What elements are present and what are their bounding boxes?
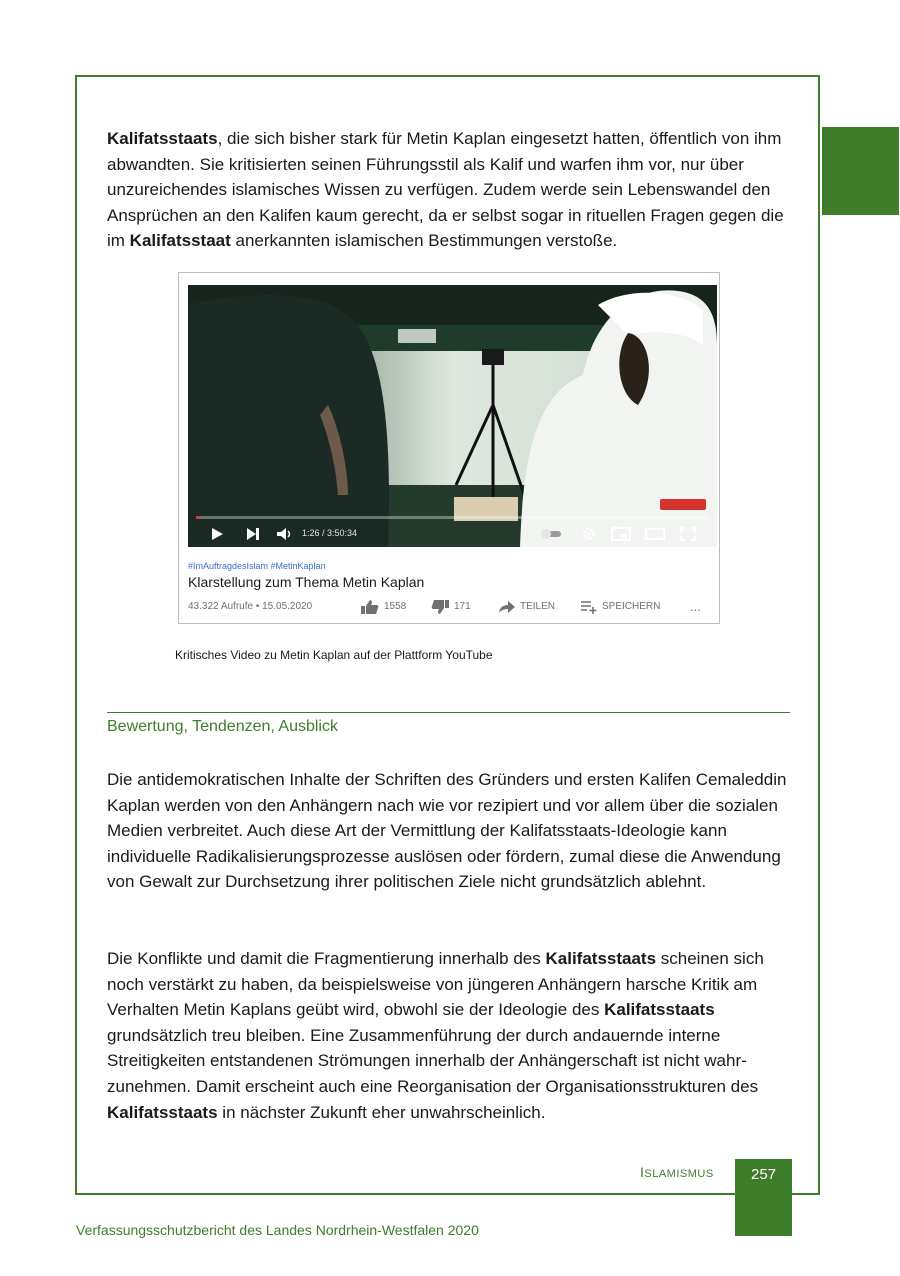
term-kalifatsstaat: Kalifatsstaat [129, 231, 231, 251]
share-label: TEILEN [520, 601, 556, 612]
term-kalifatsstaats: Kalifatsstaats [107, 1102, 218, 1122]
assessment-paragraph-2: Die Konflikte und damit die Fragmentierung innerhalb des Kalifatsstaats scheinen sich noch verstärkt zu haben, da beispielsweise von jüngeren Anhängern harsche Kritik am Verhalten Metin Kaplans geübt wird, obwohl sie der Ideologie des Kalifatsstaats grundsätzlich treu bleiben. Eine Zusammenführung der durch andauernde interne Streitigkeiten entstandenen Strömungen innerhalb der Anhängerschaft ist nicht wahrzunehmen. Damit erscheint auch eine Reorganisation der Organisationsstrukturen des Kalifatsstaats in nächster Zukunft eher unwahrscheinlich. [107, 949, 764, 1122]
progress-bar[interactable] [196, 516, 709, 519]
assessment-paragraph-1: Die antidemokratischen Inhalte der Schriften des Gründers und ersten Kalifen Cemaleddin Kaplan werden von den Anhängern nach wie vor rezipiert und vor allem über die sozialen Medien verbreitet. Auch diese Art der Vermittlung der Kalifatsstaats-Ideologie kann individuelle Radikalisierungsprozesse auslösen oder fördern, zumal diese die Anwendung von Gewalt zur Durchsetzung ihrer politischen Ziele nicht grundsätzlich ablehnt. [107, 770, 787, 892]
thumbs-down-icon [430, 599, 450, 615]
volume-icon[interactable] [276, 525, 292, 543]
views-and-date: 43.322 Aufrufe • 15.05.2020 [188, 601, 313, 612]
save-label: SPEICHERN [602, 601, 661, 612]
time-display: 1:26 / 3:50:34 [302, 528, 358, 538]
video-still-image [188, 285, 717, 547]
theater-mode-icon[interactable] [645, 525, 665, 543]
share-arrow-icon [498, 599, 516, 615]
video-title: Klarstellung zum Thema Metin Kaplan [188, 574, 425, 590]
page-number-badge [735, 1159, 792, 1236]
youtube-video-figure [178, 272, 720, 624]
term-kalifatsstaats: Kalifatsstaats [604, 1000, 715, 1020]
more-options-icon[interactable]: ... [690, 599, 701, 614]
intro-paragraph: Kalifatsstaats, die sich bisher stark für Metin Kaplan eingesetzt hatten, öffentlich von ihm abwandten. Sie kritisierten seinen Führungsstil als Kalif und warfen ihm vor, nur über unzureichendes islamisches Wissen zu verfügen. Zudem werde sein Lebenswandel den Ansprüchen an den Kalifen kaum gerecht, da er selbst sogar in rituellen Fragen gegen die im Kalifatsstaat anerkannten islamischen Bestimmungen verstoße. [107, 129, 784, 251]
thumbs-up-icon [360, 599, 380, 615]
section-divider [107, 712, 790, 713]
video-player[interactable] [188, 285, 717, 547]
section-heading: Bewertung, Tendenzen, Ausblick [107, 718, 338, 735]
video-hashtags[interactable]: #ImAuftragdesIslam #MetinKaplan [188, 561, 326, 571]
player-controls [188, 521, 717, 547]
like-count: 1558 [384, 601, 407, 612]
video-meta-row [188, 599, 712, 615]
term-kalifatsstaats: Kalifatsstaats [545, 949, 657, 968]
dislike-count: 171 [454, 601, 471, 612]
progress-bar-fill [196, 516, 199, 519]
next-icon[interactable] [246, 525, 260, 543]
chapter-label: ISLAMISMUS [640, 1164, 714, 1180]
report-footer-title: Verfassungsschutzbericht des Landes Nordrhein-Westfalen 2020 [76, 1222, 479, 1238]
figure-caption: Kritisches Video zu Metin Kaplan auf der Plattform YouTube [175, 648, 493, 662]
page-number: 257 [750, 1166, 777, 1183]
channel-watermark [660, 499, 706, 510]
autoplay-toggle-icon[interactable] [540, 525, 562, 543]
settings-gear-icon[interactable] [582, 525, 596, 543]
miniplayer-icon[interactable] [611, 525, 631, 543]
fullscreen-icon[interactable] [680, 525, 696, 543]
play-icon[interactable] [210, 525, 224, 543]
chapter-side-tab [822, 127, 899, 215]
term-kalifatsstaats: Kalifatsstaats [107, 129, 218, 148]
playlist-add-icon [580, 599, 598, 615]
